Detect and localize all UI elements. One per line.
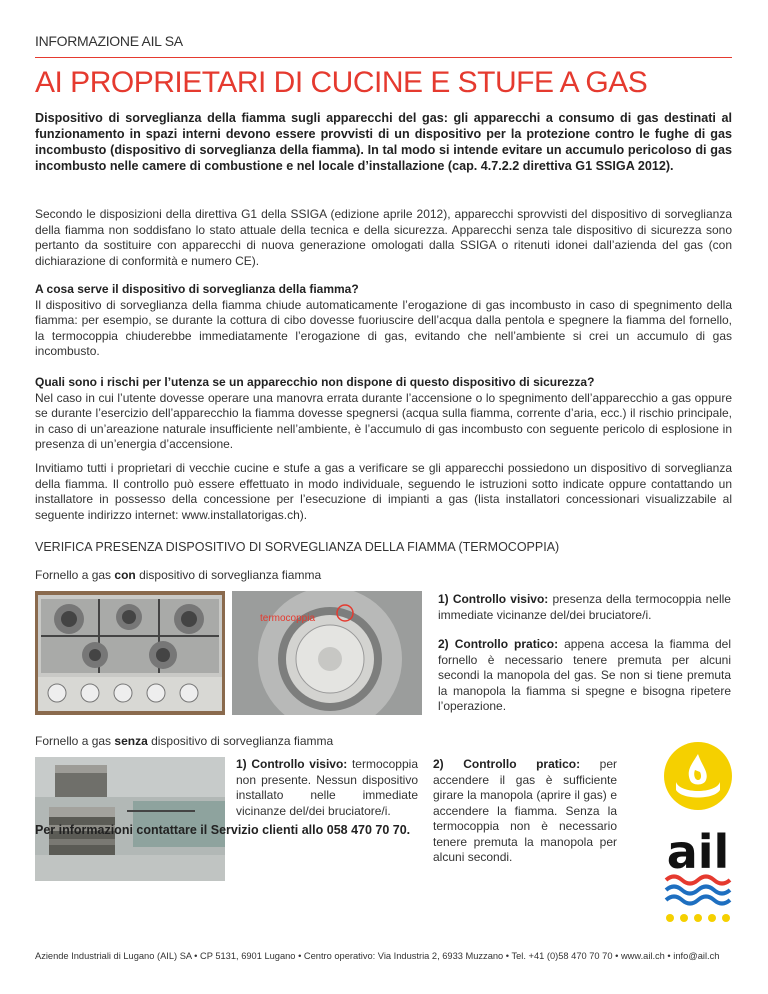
contact-line: Per informazioni contattare il Servizio clienti allo 058 470 70 70.	[35, 823, 411, 837]
burner-closeup-photo	[232, 591, 422, 715]
question-2-answer: Nel caso in cui l’utente dovesse operare una manovra errata durante l’accensione o lo spegnimento dell’apparecchio a gas oppure se durante l’esercizio dell’apparecchio la fiamma dovesse spegnersi (acqua sulla fiamma, corrente d’aria, ecc.) il rischio principale, in caso di un’areazione naturale insufficiente nell’ambiente, è l’accumulo di gas incombusto con seguente pericolo di esplosione in presenza di un’energia d’accensione.	[35, 390, 732, 451]
lead-paragraph: Dispositivo di sorveglianza della fiamma sugli apparecchi del gas: gli apparecchi a consumo di gas destinati al funzionamento in spazi interni devono essere provvisti di un dispositivo per la protezione contro le fughe di gas incombusto (dispositivo di sorveglianza della fiamma). In tal modo si intende evitare un accumulo pericoloso di gas incombusto nelle camere di combustione e nel locale d’installazione (cap. 4.7.2.2 direttiva G1 SSIGA 2012).	[35, 111, 732, 173]
question-1	[35, 282, 732, 360]
question-1-title: A cosa serve il dispositivo di sorveglianza della fiamma?	[35, 282, 359, 296]
question-1-answer: Il dispositivo di sorveglianza della fiamma chiude automaticamente l’erogazione di gas incombusto in caso di spegnimento della fiamma: per esempio, se durante la cottura di cibo dovesse fuoriuscire dell’acqua dalla pentola e spegnere la fiamma del fornello, la termocoppia chiuderebbe immediatamente l’erogazione di gas, evitando che nell’ambiente si crei un accumulo di gas incombusto.	[35, 297, 732, 358]
header-label: INFORMAZIONE AIL SA	[35, 33, 183, 49]
thermocouple-label: termocoppia	[260, 613, 316, 624]
without-practical-check: 2) Controllo pratico: per accendere il gas è sufficiente girare la manopola (aprire il gas) e accendere la fiamma. Senza la termocoppia non è necessario tenere premuta la manopola per alcuni secondi.	[433, 757, 617, 864]
logo-text: ail	[666, 825, 730, 879]
page-footer: Aziende Industriali di Lugano (AIL) SA • CP 5131, 6901 Lugano • Centro operativo: Via Industria 2, 6933 Muzzano • Tel. +41 (0)58 470 70 70 • www.ail.ch • info@ail.ch	[35, 951, 720, 961]
question-2	[35, 375, 732, 453]
without-visual-check: 1) Controllo visivo: termocoppia non presente. Nessun dispositivo installato nelle immediate vicinanze del/dei bruciatore/i.	[236, 757, 418, 818]
verify-section-title: VERIFICA PRESENZA DISPOSITIVO DI SORVEGLIANZA DELLA FIAMMA (TERMOCOPPIA)	[35, 540, 560, 554]
stove-with-photo	[35, 591, 225, 715]
question-2-title: Quali sono i rischi per l’utenza se un apparecchio non dispone di questo dispositivo di sicurezza?	[35, 375, 595, 389]
header-rule	[35, 57, 732, 58]
page-title: AI PROPRIETARI DI CUCINE E STUFE A GAS	[35, 66, 648, 99]
invite-paragraph: Invitiamo tutti i proprietari di vecchie cucine e stufe a gas a verificare se gli apparecchi possiedono un dispositivo di sorveglianza della fiamma. Il controllo può essere effettuato in modo individuale, seguendo le istruzioni sotto indicate oppure contattando un installatore in possesso della concessione per l’esecuzione di impianti a gas (lista installatori concessionari visualizzabile al seguente indirizzo internet: www.installatorigas.ch).	[35, 461, 732, 522]
with-practical-check: 2) Controllo pratico: appena accesa la fiamma del fornello è necessario tenere premuta per alcuni secondi la manopola del gas. Se non si tiene premuta la manopola la fiamma si spegne e bisogna ripetere l’operazione.	[438, 637, 731, 713]
stove-without-photo	[35, 757, 225, 881]
without-subtitle: Fornello a gas senza dispositivo di sorveglianza fiamma	[35, 734, 334, 748]
with-visual-check: 1) Controllo visivo: presenza della termocoppia nelle immediate vicinanze del/dei bruciatore/i.	[438, 592, 731, 622]
ail-logo	[662, 740, 734, 940]
intro-paragraph: Secondo le disposizioni della direttiva G1 della SSIGA (edizione aprile 2012), apparecchi sprovvisti del dispositivo di sorveglianza della fiamma non soddisfano lo stato attuale della tecnica e della sicurezza. Apparecchi senza tale dispositivo di sicurezza sono pertanto da sostituire con apparecchi di nuova generazione omologati dalla SSIGA o ritenuti idonei dall’azienda del gas (con dichiarazione di conformità e numero CE).	[35, 207, 732, 268]
with-subtitle: Fornello a gas con dispositivo di sorveglianza fiamma	[35, 568, 322, 582]
